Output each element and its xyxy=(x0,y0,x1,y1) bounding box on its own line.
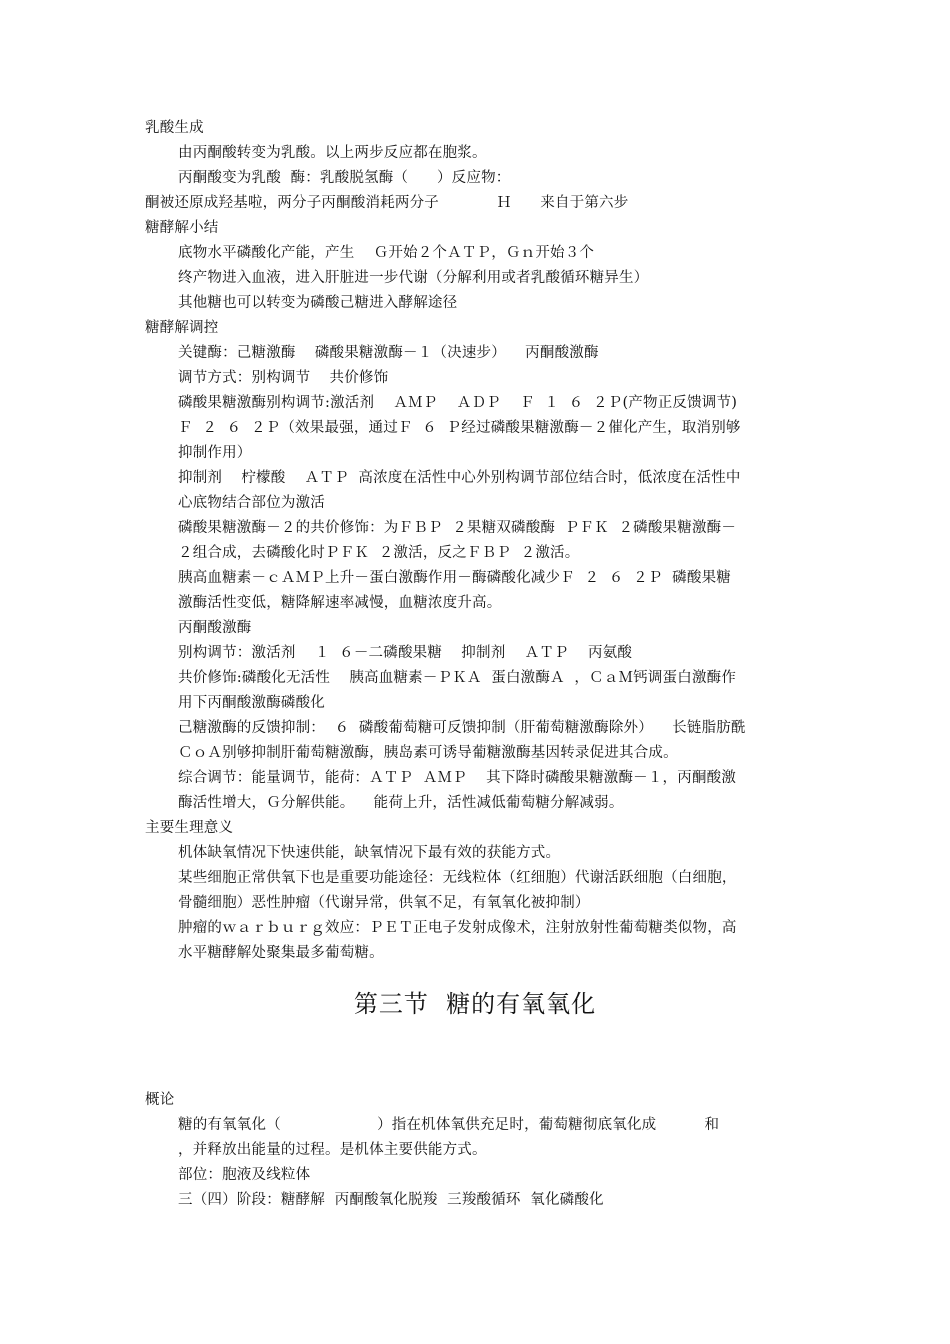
subheading-pyruvate-kinase: 丙酮酸激酶 xyxy=(178,620,252,636)
body-line: 底物水平磷酸化产能，产生 Ｇ开始２个ＡＴＰ，Ｇｎ开始３个 xyxy=(178,245,595,261)
body-line: 糖的有氧氧化（ ）指在机体氧供充足时，葡萄糖彻底氧化成 和 xyxy=(178,1117,720,1133)
body-line: 综合调节：能量调节，能荷：ＡＴＰ ＡＭＰ 其下降时磷酸果糖激酶－１，丙酮酸激 xyxy=(178,770,737,786)
body-line: ２组合成，去磷酸化时ＰＦＫ ２激活，反之ＦＢＰ ２激活。 xyxy=(178,545,580,561)
body-line: 三（四）阶段：糖酵解 丙酮酸氧化脱羧 三羧酸循环 氧化磷酸化 xyxy=(178,1192,604,1208)
body-line: 磷酸果糖激酶－２的共价修饰：为ＦＢＰ ２果糖双磷酸酶 ＰＦＫ ２磷酸果糖激酶－ xyxy=(178,520,737,536)
body-line: 别构调节：激活剂 １ ６－二磷酸果糖 抑制剂 ＡＴＰ 丙氨酸 xyxy=(178,645,633,661)
body-line: 用下丙酮酸激酶磷酸化 xyxy=(178,695,325,711)
body-line: 调节方式：别构调节 共价修饰 xyxy=(178,370,389,386)
heading-glycolysis-summary: 糖酵解小结 xyxy=(145,220,219,236)
heading-physiological-significance: 主要生理意义 xyxy=(145,820,234,836)
body-line: 丙酮酸变为乳酸 酶：乳酸脱氢酶（ ）反应物： xyxy=(178,170,511,186)
body-line: 骨髓细胞）恶性肿瘤（代谢异常，供氧不足，有氧氧化被抑制） xyxy=(178,895,590,911)
body-line: 水平糖酵解处聚集最多葡萄糖。 xyxy=(178,945,384,961)
body-line: 其他糖也可以转变为磷酸己糖进入酵解途径 xyxy=(178,295,458,311)
body-line: 肿瘤的ｗａｒｂｕｒｇ效应：ＰＥＴ正电子发射成像术，注射放射性葡萄糖类似物，高 xyxy=(178,920,737,936)
body-line: 抑制作用） xyxy=(178,445,252,461)
section-title: 第三节 糖的有氧氧化 xyxy=(353,990,597,1018)
body-line: 抑制剂 柠檬酸 ＡＴＰ 高浓度在活性中心外别构调节部位结合时，低浓度在活性中 xyxy=(178,470,741,486)
heading-glycolysis-regulation: 糖酵解调控 xyxy=(145,320,219,336)
body-line: 由丙酮酸转变为乳酸。以上两步反应都在胞浆。 xyxy=(178,145,487,161)
body-line: 酶活性增大，Ｇ分解供能。 能荷上升，活性减低葡萄糖分解减弱。 xyxy=(178,795,624,811)
body-line: 共价修饰:磷酸化无活性 胰高血糖素－ＰＫＡ 蛋白激酶Ａ ，ＣａＭ钙调蛋白激酶作 xyxy=(178,670,737,686)
body-line: 终产物进入血液，进入肝脏进一步代谢（分解利用或者乳酸循环糖异生） xyxy=(178,270,649,286)
body-line: 磷酸果糖激酶别构调节:激活剂 ＡＭＰ ＡＤＰ Ｆ １ ６ ２Ｐ(产物正反馈调节) xyxy=(178,395,738,411)
body-line: 机体缺氧情况下快速供能，缺氧情况下最有效的获能方式。 xyxy=(178,845,561,861)
heading-overview: 概论 xyxy=(145,1092,175,1108)
body-line: 激酶活性变低，糖降解速率减慢，血糖浓度升高。 xyxy=(178,595,502,611)
body-line: 关键酶：己糖激酶 磷酸果糖激酶－１（决速步） 丙酮酸激酶 xyxy=(178,345,599,361)
body-line: Ｆ ２ ６ ２Ｐ（效果最强，通过Ｆ ６ Ｐ经过磷酸果糖激酶－２催化产生，取消别够 xyxy=(178,420,741,436)
body-line: 部位：胞液及线粒体 xyxy=(178,1167,311,1183)
body-line: 胰高血糖素－ｃＡＭＰ上升－蛋白激酶作用－酶磷酸化减少Ｆ ２ ６ ２Ｐ 磷酸果糖 xyxy=(178,570,731,586)
body-line: 己糖激酶的反馈抑制： ６ 磷酸葡萄糖可反馈抑制（肝葡萄糖激酶除外） 长链脂肪酰 xyxy=(178,720,746,736)
body-line: 某些细胞正常供氧下也是重要功能途径：无线粒体（红细胞）代谢活跃细胞（白细胞， xyxy=(178,870,737,886)
body-line: ＣｏＡ别够抑制肝葡萄糖激酶，胰岛素可诱导葡糖激酶基因转录促进其合成。 xyxy=(178,745,678,761)
body-line: ，并释放出能量的过程。是机体主要供能方式。 xyxy=(178,1142,487,1158)
body-line: 心底物结合部位为激活 xyxy=(178,495,325,511)
body-line: 酮被还原成羟基啦，两分子丙酮酸消耗两分子 Ｈ 来自于第六步 xyxy=(145,195,629,211)
heading-lactate-formation: 乳酸生成 xyxy=(145,120,204,136)
